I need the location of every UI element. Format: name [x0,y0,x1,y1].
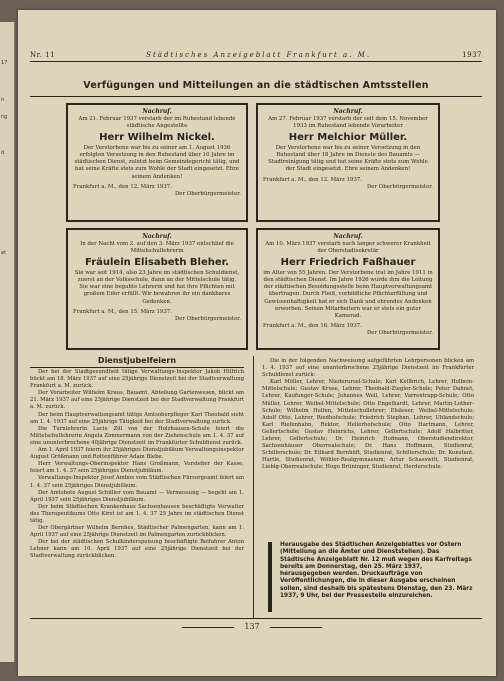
obituary-head: Nachruf. [142,108,172,115]
side-text-5: et [1,250,7,256]
jubilee-paragraph: Der beim Städtischen Krankenhaus Sachsenhausen beschäftigte Verwalter des Therapeutikums Otto Kirst ist am 1. 4. 37 25 Jahre im städtischen Dienst tätig. [30,503,244,524]
obituary-intro: Am 10. März 1937 verstarb nach langer schwerer Krankheit der Oberstadtsekretär [265,241,431,255]
obituary-intro: In der Nacht vom 2. auf den 3. März 1937 entschlief die Mittelschullehrerin [80,241,234,255]
footer-dash [182,627,234,628]
previous-page-edge [0,22,15,662]
jubilee-paragraph: Der beim Hauptverwaltungsamt tätige Amtsoberpfleger Karl Theobald sieht am 1. 4. 1937 auf eine 25jährige Tätigkeit bei der Stadtverwaltung zurück. [30,411,244,425]
jubilee-paragraph: Der Amtsbote August Schüller vom Bauamt — Vermessung — begeht am 1. April 1937 sein 25jähriges Dienstjubiläum. [30,489,244,503]
side-text-4: d [1,150,5,156]
obituary-box [256,103,440,222]
obituary-body: Sie war seit 1914, also 23 Jahre im städtischen Schuldienst, zuerst an der Volksschule, dann an der Mittelschule tätig. Sie war eine begabte Lehrerin und hat ihre Pflichten mit großem Eifer erfüllt. Wir bewahren ihr ein dankbares Gedenken. [74,269,240,305]
issue-number: Nr. 11 [30,51,56,59]
obituary-date: Frankfurt a. M., den 16. März 1937. [263,323,362,330]
obituary-box [66,103,248,222]
obituary-signature: Der Oberbürgermeister. [366,330,433,337]
side-text-2: n [1,97,5,103]
obituary-name: Herr Friedrich Faßhauer [280,256,416,268]
jubilee-paragraph: Am 1. April 1937 feiern ihr 25jähriges Dienstjubiläum Verwaltungsinspektor August Größmann und Rottenführer Adam Blebe. [30,447,244,461]
jubilee-paragraph: Verwaltungs-Inspektor Josef Ambos vom Städtischen Fürsorgeamt feiert am 1. 4. 37 sein 25jähriges Dienstjubiläum. [30,475,244,489]
publication-title: Städtisches Anzeigeblatt Frankfurt a. M. [146,51,372,59]
obituary-date: Frankfurt a. M., den 12. März 1937. [263,176,362,183]
obituary-signature: Der Oberbürgermeister. [366,183,433,190]
obituary-name: Fräulein Elisabeth Bleher. [85,256,229,268]
obituary-date: Frankfurt a. M., den 12. März 1937. [73,183,172,190]
obituary-body: Der Verstorbene war bis zu seiner Versetzung in den Ruhestand über 18 Jahre im Dienste des Bauamts — Stadtreinigung tätig und hat seine Kräfte stets zum Wohle der Stadt eingesetzt. Ehre seinem Andenken! [268,144,428,173]
heading-rule [30,96,482,97]
section-heading: Verfügungen und Mitteilungen an die städtischen Amtsstellen [83,80,429,91]
running-header [30,49,482,62]
footer-rule [30,618,482,619]
jubilee-paragraph: Der bei der städtischen Schulkinderspeisung beschäftigte Beifahrer Anton Lehner kann am 10. April 1937 auf eine 25jährige Dienstzeit bei der Stadtverwaltung zurückblicken. [30,539,244,560]
obituary-head: Nachruf. [333,108,363,115]
teacher-list: Karl Möller, Lehrer, Niederursel-Schule; Karl Kellbrich, Lehrer, Holbein-Mittelschule; Gustav Kruse, Lehrer, Theobald-Ziegler-Schule; Peter Dahnet, Lehrer, Kaufunger-Schule; Johannes Weil, Lehrer, Varrentrapp-Schule; Otto Müller, Lehrer, Weibel-Mittelschule; Otto Engelhardt, Lehrer, Martin-Luther-Schule; Wilhelm Helfen, Mittelschullehrer; Elsässer, Weibel-Mittelschule; Adolf Otto, Lehrer, Riedhofschule; Friedrich Stephan, Lehrer, Uhlandschule; Karl Riefenhahn, Rektor, Hellerhofschule; Otto Hartmann, Lehrer, Gellertschule; Gustav Heinrichs, Lehrer, Gellertschule; Adolf Halbritter, Lehrer, Gellertschule; Dr. Heinrich Hofmann, Oberstudiendirektor, Sachsenhäuser Oberrealschule; Dr. Hans Hoffmann, Studienrat, Schillerschule; Dr. Eilhard Bernhöft, Studienrat, Schillerschule; Dr. Konstant. Hartle, Studienrat, Wöhler-Realgymnasium; Artur Schasswitt, Studienrat, Liebig-Oberrealschule; Hugo Brüninger, Studienrat, Herderschule. [262,379,474,471]
obituary-intro: Am 27. Februar 1937 verstarb der seit dem 15. November 1933 im Ruhestand lebende Vorarbeiter [268,116,428,130]
obituary-signature: Der Oberbürgermeister. [174,316,241,323]
jubilee-paragraph: Der Obergärtner Wilhelm Bernhes, Städtischer Palmengarten, kann am 1. April 1937 auf eine 25jährige Dienstzeit im Palmengarten zurückblicken. [30,525,244,539]
jubilee-paragraph: Die in der folgenden Nachweisung aufgeführten Lehrpersonen blicken am 1. 4. 1937 auf eine ununterbrochene 25jährige Dienstzeit im Frankfurter Schuldienst zurück: [262,358,474,379]
column-divider [253,356,254,618]
jubilee-section-title: Dienstjubelfeiern [30,356,244,368]
obituary-head: Nachruf. [333,233,363,240]
jubilee-paragraph: Herr Verwaltungs-Oberinspektor Hans Großmann, Vorsteher der Kasse, feiert am 1. 4. 37 sein 25jähriges Dienstjubiläum. [30,461,244,475]
obituary-head: Nachruf. [142,233,172,240]
obituary-signature: Der Oberbürgermeister. [174,191,241,198]
jubilee-paragraph: Der bei der Stadtgesundheit tätige Verwaltungs-Inspektor Jakob Hilfrich blickt am 18. März 1937 auf eine 25jährige Dienstzeit bei der Stadtverwaltung Frankfurt a. M. zurück. [30,369,244,390]
obituary-body: Der Verstorbene war bis zu seiner am 1. August 1936 erfolgten Versetzung in den Ruhestand über 10 Jahre im städtischen Dienst, zuletzt beim Gemeindegericht tätig, und hat seine Kräfte stets zum Wohle der Stadt eingesetzt. Ehre seinem Andenken! [74,144,240,180]
jubilee-paragraph: Die Turnlehrerin Lucie Zill von der Holzhausen-Schule feiert die Mittelschullehrerin Angela Zimmermann von der Ziehenschule am 1. 4. 37 auf eine ununterbrochene 40jährige Dienstzeit im Frankfurter Schuldienst zurück. [30,425,244,446]
obituary-name: Herr Wilhelm Nickel. [99,131,215,143]
page-number-line [0,622,504,631]
right-column [262,358,474,538]
jubilee-paragraph: Der Vorarbeiter Wilhelm Kraus, Bauamt, Abteilung Gartenwesen, blickt am 21. März 1937 auf eine 25jährige Dienstzeit bei der Stadtverwaltung Frankfurt a. M. zurück. [30,390,244,411]
obituary-intro: Am 21. Februar 1937 verstarb der im Ruhestand lebende städtische Angestellte [78,116,236,130]
easter-publication-notice: Herausgabe des Städtischen Anzeigeblattes vor Ostern (Mitteilung an die Ämter und Dienststellen). Das Städtische Anzeigeblatt Nr. 12 muß wegen des Karfreitags bereits am Donnerstag, den 25. März 1937, herausgegeben werden. Druckaufträge von Veröffentlichungen, die in dieser Ausgabe erscheinen sollen, sind deshalb bis spätestens Dienstag, den 23. März 1937, 9 Uhr, bei der Pressestelle einzureichen. [268,542,474,612]
page-number: 137 [244,622,260,631]
side-text-3: ng [1,114,8,120]
obituary-name: Herr Melchior Müller. [288,131,408,143]
obituary-box [256,228,440,350]
obituary-body: im Alter von 55 Jahren. Der Verstorbene trat im Jahre 1911 in den städtischen Dienst. Im Jahre 1926 wurde ihm die Leitung der städtischen Besoldungsstelle beim Hauptverwaltungsamt übertragen. Durch Fleiß, vorbildliche Pflichterfüllung und Gewissenhaftigkeit hat er sich Dank und ehrendes Andenken erworben. Seinen Mitarbeitern war er stets ein guter Kamerad. [263,269,433,320]
obituary-date: Frankfurt a. M., den 15. März 1937. [73,308,172,315]
issue-year: 1937 [462,51,482,59]
side-text-1: 17 [1,60,8,66]
obituary-box [66,228,248,350]
left-column [30,369,244,617]
footer-dash [270,627,322,628]
